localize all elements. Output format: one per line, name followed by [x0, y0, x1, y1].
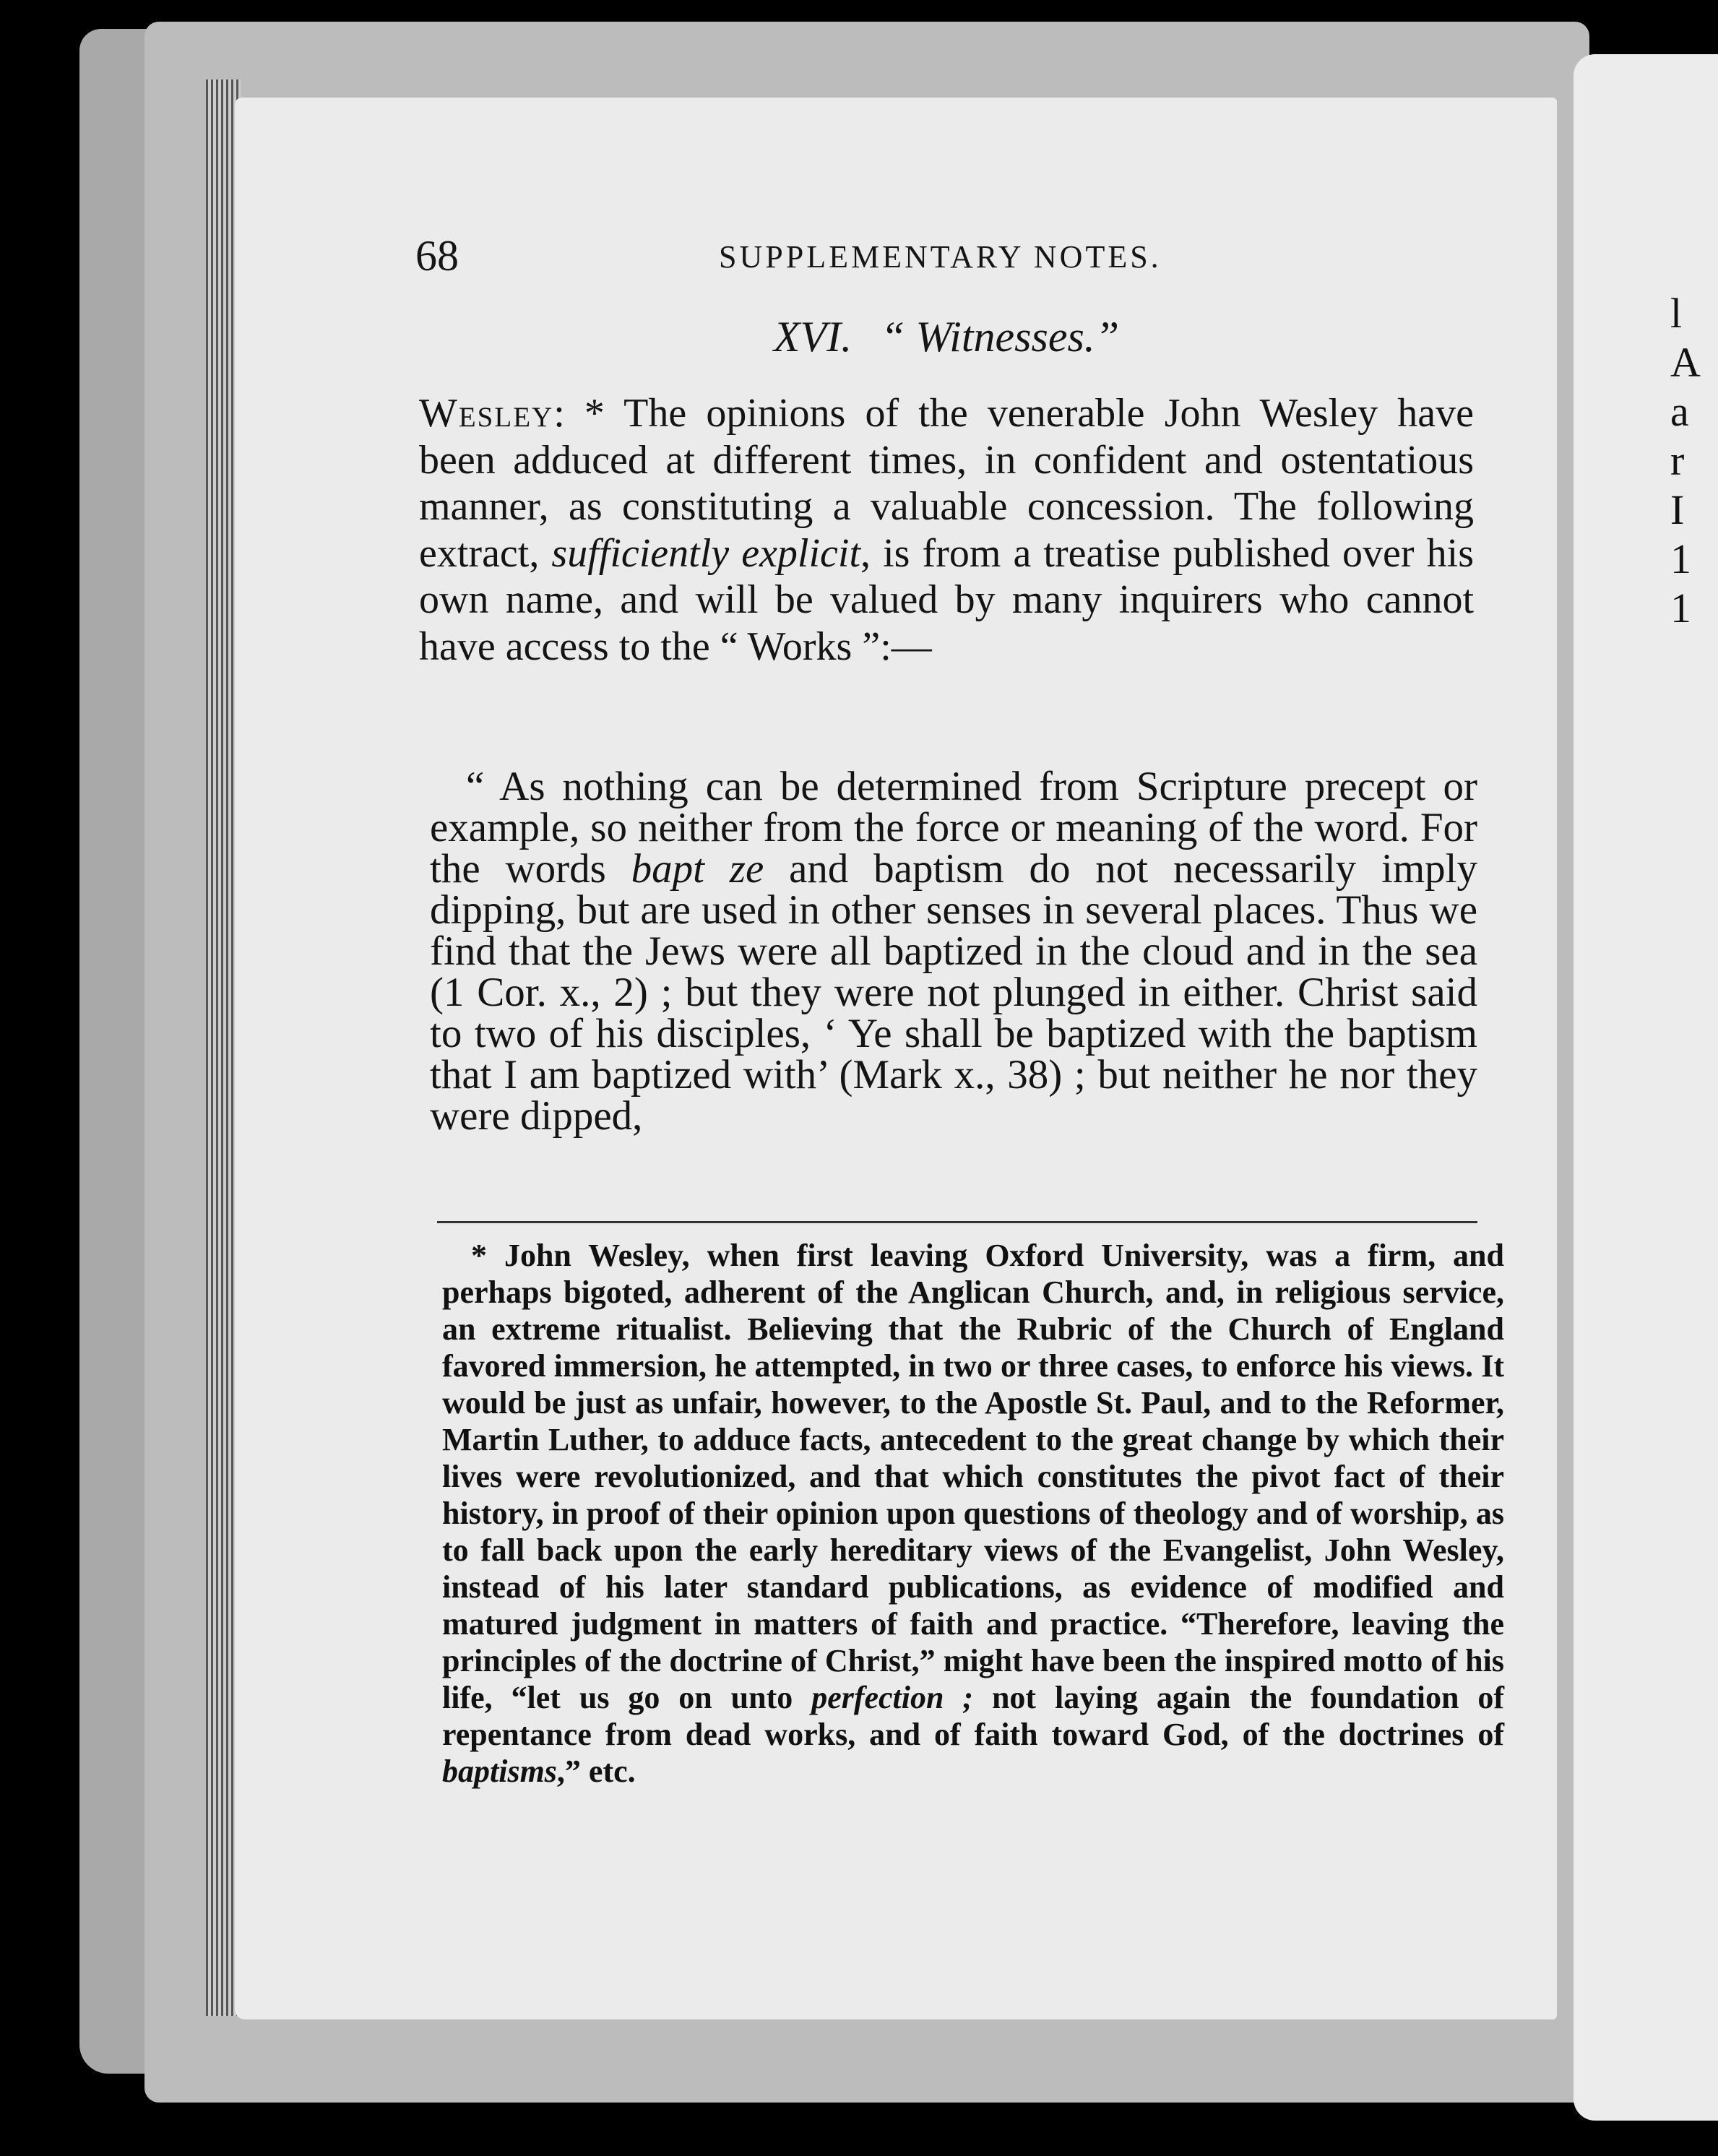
footnote-divider — [437, 1221, 1477, 1223]
facing-page-text — [1670, 289, 1701, 633]
facing-page-fragment: l — [1670, 290, 1683, 337]
facing-page-fragment: 1 — [1670, 585, 1691, 631]
page-header — [415, 231, 1477, 289]
lead-word: Wesley — [419, 391, 554, 436]
quote-paragraph — [430, 766, 1477, 1137]
text-run: “ As nothing can be determined from Scripture precept or example, so neither from the force or meaning of the word. For the words — [430, 764, 1477, 892]
text-run: * John Wesley, when first leaving Oxford University, was a firm, and perhaps bigoted, adherent of the Anglican Church, and, in religious service, an extreme ritualist. Believing that the Rubric of the Church of England favored immersion, he attempted, in two or three cases, to enforce his views. It would be just as unfair, however, to the Apostle St. Paul, and to the Reformer, Martin Luther, to adduce facts, antecedent to the great change by which their lives were revolutionized, and that which constitutes the pivot fact of their history, in proof of their opinion upon questions of theology and of worship, as to fall back upon the early hereditary views of the Evangelist, John Wesley, instead of his later standard publications, as evidence of modified and matured judgment in matters of faith and practice. “Therefore, leaving the principles of the doctrine of Christ,” might have been the inspired motto of his life, “let us go on unto — [442, 1238, 1504, 1715]
text-run: : * The opinions of the venerable John Wesley have been adduced at different times, in confident and ostentatious manner, as constituting a valuable concession. The following extract, — [419, 391, 1474, 576]
emphasis: perfection ; — [811, 1680, 974, 1715]
emphasis: bapt ze — [631, 846, 764, 892]
running-head: SUPPLEMENTARY NOTES. — [719, 239, 1162, 275]
emphasis: baptisms — [442, 1754, 557, 1789]
facing-page-fragment: I — [1670, 486, 1685, 533]
emphasis: sufficiently explicit — [551, 530, 861, 576]
facing-page-fragment: 1 — [1670, 535, 1691, 582]
block-quote — [430, 766, 1477, 1137]
facing-page-fragment: A — [1670, 339, 1701, 386]
text-run: ,” etc. — [556, 1754, 636, 1789]
page-number: 68 — [415, 232, 459, 280]
section-title: “ Witnesses.” — [881, 313, 1120, 361]
footnote-paragraph — [442, 1237, 1504, 1790]
paragraph — [419, 390, 1474, 670]
section-number: XVI. — [773, 313, 852, 361]
footnote — [442, 1237, 1504, 1790]
body-paragraph — [419, 390, 1474, 670]
facing-page-fragment: r — [1670, 437, 1685, 484]
text-run: not laying again the foundation of repentance from dead works, and of faith toward God, of the doctrines of — [442, 1680, 1504, 1752]
text-run: , is from a treatise published over his own name, and will be valued by many inquirers who cannot have access to the “ Works ”:— — [419, 530, 1474, 669]
facing-page-fragment: a — [1670, 388, 1689, 435]
section-heading — [415, 312, 1477, 362]
text-run: and baptism do not necessarily imply dipping, but are used in other senses in several places. Thus we find that the Jews were all baptized in the cloud and in the sea (1 Cor. x., 2) ; but they were not plunged in either. Christ said to two of his disciples, ‘ Ye shall be baptized with the baptism that I am baptized with’ (Mark x., 38) ; but neither he nor they were dipped, — [430, 846, 1477, 1139]
